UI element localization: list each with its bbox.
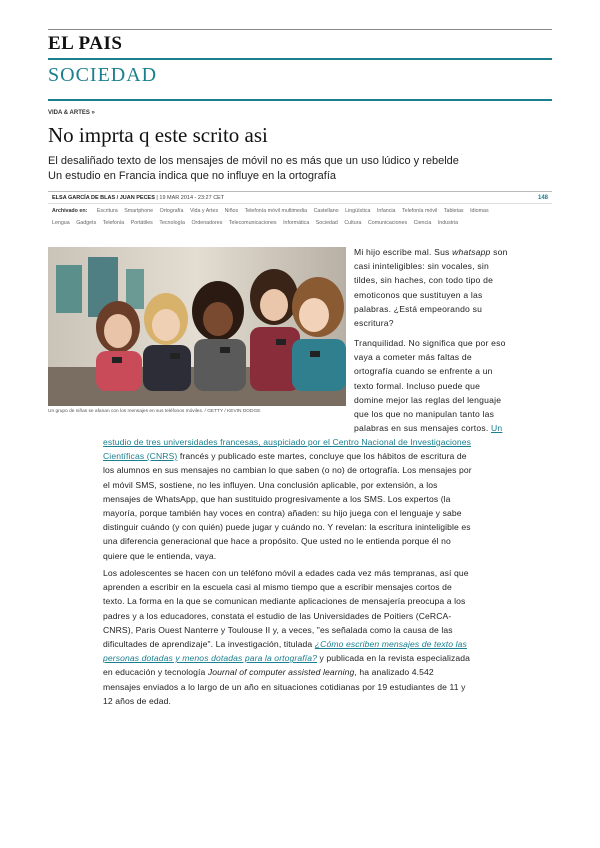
byline-bottom-rule — [48, 203, 552, 204]
tag-link[interactable]: Ortografía — [159, 208, 184, 214]
p3-text: en educación y tecnología — [103, 667, 208, 678]
tag-link[interactable]: Telefonía móvil — [402, 208, 438, 214]
tag-link[interactable]: Ordenadores — [191, 220, 223, 226]
p2-line-6: que los que no manipulan tanto las — [354, 409, 495, 420]
tag-link[interactable]: Tecnología — [159, 220, 185, 226]
study-title-link[interactable]: ¿Cómo escriben mensajes de texto las — [314, 639, 467, 650]
p1-italic: whatsapp — [452, 247, 491, 257]
tag-link[interactable]: Smartphone — [124, 208, 154, 214]
tag-link[interactable]: Tabletas — [443, 208, 464, 214]
p2-line-4: texto formal. Incluso puede que — [354, 380, 481, 391]
p2c-text: francés y publicado este martes, concluye que los hábitos de escritura de — [177, 451, 467, 462]
byline-top-rule — [48, 191, 552, 192]
p1-line-3: tildes, sin haches, con todo tipo de — [354, 275, 494, 286]
p3-line-9: mensajes enviados a lo largo de un año en situaciones cotidianas por 19 estudiantes de 11 y — [103, 681, 466, 692]
paragraph-1 — [354, 245, 532, 330]
study-link-end[interactable]: Científicas (CNRS) — [103, 451, 178, 462]
p1-line-4: emoticonos que sustituyen a las — [354, 289, 483, 300]
p2-line-7 — [354, 421, 532, 435]
tag-link[interactable]: Comunicaciones — [367, 220, 408, 226]
p3-line-5: CNRS), Paris Ouest Nanterre y Toulouse II y, a veces, "es señalada como la causa de las — [103, 624, 453, 635]
p3-line-4: padres y a los educadores, constata el estudio de las Universidades de Poitiers (CeRCA- — [103, 610, 452, 621]
tag-link[interactable]: Telecomunicaciones — [228, 220, 277, 226]
tag-link[interactable]: Telefonía móvil multimedia — [244, 208, 308, 214]
p2-text: palabras en sus mensajes cortos. — [354, 423, 492, 434]
p3-line-6 — [103, 637, 529, 651]
kicker[interactable]: VIDA & ARTES » — [48, 110, 95, 116]
tag-link[interactable]: Lingüística — [345, 208, 371, 214]
study-link-start[interactable]: Un — [491, 423, 503, 434]
p2c-line-4: el móvil SMS, sostiene, no les influyen. Una conclusión aplicable, por extensión, a los — [103, 479, 438, 490]
p2c-line-3: los alumnos en sus mensajes no cambian lo que saben (o no) de ortografía. Los mensajes por — [103, 465, 472, 476]
tag-link[interactable]: Sociedad — [315, 220, 338, 226]
p2c-line-7: distinguir cuándo (y con quién) puede jugar y cuándo no. Y revelan: la escritura ininteligible es — [103, 522, 471, 533]
p3-line-8 — [103, 665, 529, 679]
tag-link[interactable]: Gadgets — [76, 220, 97, 226]
journal-name: Journal of computer assisted learning — [207, 667, 355, 678]
section-rule — [48, 99, 552, 101]
p3-line-1: Los adolescentes se hacen con un teléfono móvil a edades cada vez más tempranas, así que — [103, 568, 469, 578]
p3-line-2: aprenden a escribir en la escuela casi al mismo tiempo que a escribir mensajes cortos de — [103, 582, 452, 593]
paragraph-2-continued — [103, 435, 529, 563]
p2c-line-8: una diferencia generacional que hace a propósito. Que usted no le entienda porque él no — [103, 536, 451, 547]
study-link[interactable]: estudio de tres universidades francesas, auspiciado por el Centro Nacional de Investigaciones — [103, 437, 472, 447]
p3-line-10: 12 años de edad. — [103, 695, 172, 706]
masthead-logo[interactable]: EL PAIS — [48, 33, 123, 54]
p3-text: , ha analizado 4.542 — [354, 667, 434, 678]
tag-link[interactable]: Escritura — [96, 208, 118, 214]
p1-line-5: palabras. ¿Está empeorando su — [354, 303, 483, 314]
section-title[interactable]: SOCIEDAD — [48, 64, 158, 86]
tag-link[interactable]: Portátiles — [130, 220, 153, 226]
p3-line-3: texto. La forma en la que se comunican mediante aplicaciones de mensajería preocupa a los — [103, 596, 466, 607]
p2-line-2: vaya a cometer más faltas de — [354, 352, 472, 363]
p3-text: dificultades de aprendizaje". La investigación, titulada — [103, 639, 315, 650]
headline: No imprta q este scrito asi — [48, 123, 268, 147]
p2-line-5: domine mejor las reglas del lenguaje — [354, 394, 502, 405]
masthead-rule — [48, 58, 552, 60]
tag-link[interactable]: Ciencia — [413, 220, 432, 226]
p1-line-2: casi ininteligibles: sin vocales, sin — [354, 261, 489, 272]
top-rule — [48, 29, 552, 30]
tags-line-2 — [52, 220, 465, 226]
photo-caption: Un grupo de niñas se afanan con los mensajes en sus teléfonos móviles. / GETTY / KEVIN DODGE — [48, 409, 261, 414]
tag-link[interactable]: Vida y Artes — [189, 208, 219, 214]
p1-text: Mi hijo escribe mal. Sus — [354, 247, 453, 257]
tag-link[interactable]: Infancia — [376, 208, 396, 214]
tag-link[interactable]: Cultura — [344, 220, 362, 226]
article-photo — [48, 247, 346, 406]
byline-date: | 19 MAR 2014 - 23:27 CET — [156, 195, 225, 201]
tags-label: Archivado en: — [52, 208, 88, 214]
p1-text: son — [490, 247, 508, 257]
p2-line-1: Tranquilidad. No significa que por eso — [354, 338, 506, 348]
tag-link[interactable]: Niños — [224, 208, 239, 214]
p2c-line-5: mensajes de WhatsApp, que han sustituido progresivamente a los SMS. Los expertos (la — [103, 493, 451, 504]
tag-link[interactable]: Castellano — [313, 208, 339, 214]
paragraph-3 — [103, 566, 529, 708]
tag-link[interactable]: Idiomas — [470, 208, 489, 214]
tag-link[interactable]: Lengua — [52, 220, 70, 226]
tag-link[interactable]: Informática — [283, 220, 310, 226]
p2c-line-1 — [103, 435, 529, 449]
paragraph-2 — [354, 336, 532, 435]
comments-count[interactable]: 148 — [538, 195, 549, 201]
p1-line-6: escritura? — [354, 318, 394, 329]
p2c-line-2 — [103, 449, 529, 463]
p2c-line-6: mayoría, porque también hay voces en contra) añaden: su hijo juega con el lenguaje y sabe — [103, 508, 462, 519]
tag-link[interactable]: Industria — [437, 220, 459, 226]
p1-line-1 — [354, 245, 532, 259]
byline — [52, 195, 224, 201]
subtitle-line-1: El desaliñado texto de los mensajes de móvil no es más que un uso lúdico y rebelde — [48, 155, 459, 167]
p3-line-7 — [103, 651, 529, 665]
tags-line-1 — [52, 208, 495, 214]
byline-authors[interactable]: ELSA GARCÍA DE BLAS / JUAN PECES — [52, 195, 155, 201]
study-title-link-end[interactable]: personas dotadas y menos dotadas para la ortografía? — [103, 653, 317, 664]
subtitle-line-2: Un estudio en Francia indica que no influye en la ortografía — [48, 170, 337, 182]
tag-link[interactable]: Telefonía — [102, 220, 125, 226]
p2-line-3: ortografía cuando se enfrente a un — [354, 366, 493, 377]
p2c-line-9: quiere que le entienda, vaya. — [103, 550, 217, 561]
p3-text: y publicada en la revista especializada — [316, 653, 471, 664]
